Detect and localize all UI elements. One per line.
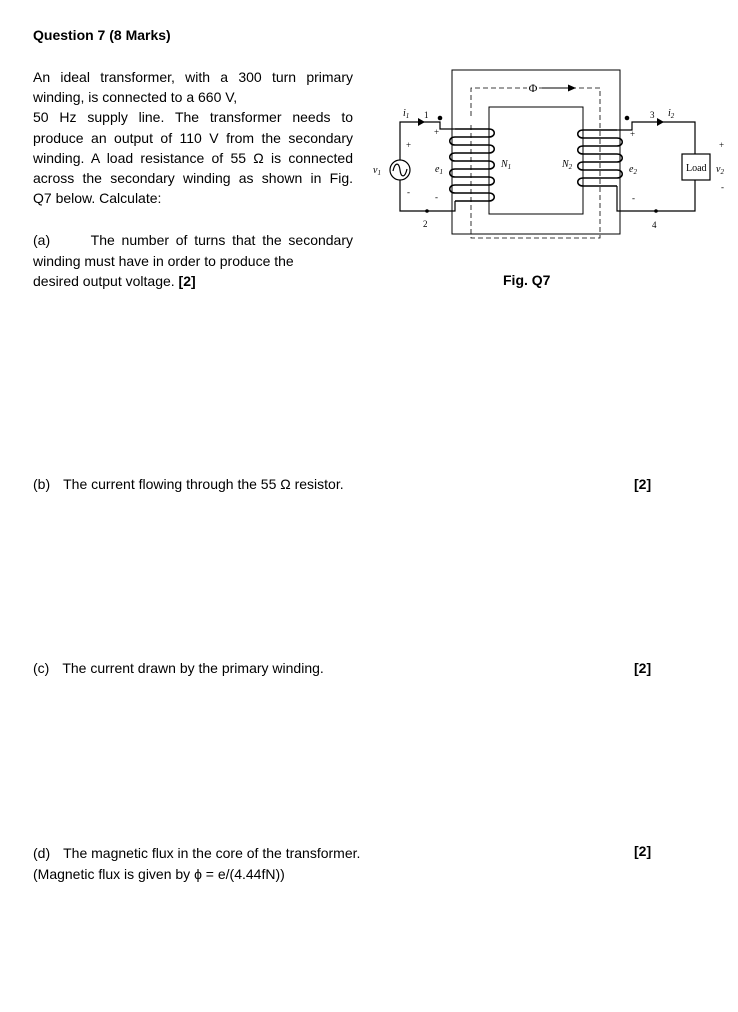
n1-label: $N_1$: [501, 159, 512, 171]
v1-minus-sign: -: [407, 187, 410, 197]
part-d-note: (Magnetic flux is given by ϕ = e/(4.44fN)): [33, 866, 285, 882]
primary-polarity-dot: [438, 116, 443, 121]
part-b: [33, 476, 344, 492]
part-a: [33, 230, 353, 292]
part-a-marks: [2]: [178, 273, 196, 289]
flux-label: Φ: [528, 81, 538, 95]
part-a-label: (a): [33, 232, 51, 248]
intro-line: produce an output of 110 V from the secondary: [33, 129, 353, 146]
terminal-1-label: 1: [424, 110, 429, 120]
v2-minus-sign: -: [721, 182, 724, 192]
secondary-polarity-dot: [625, 116, 630, 121]
v2-plus-sign: +: [719, 140, 725, 150]
terminal-4-dot: [654, 209, 658, 213]
part-b-label: (b): [33, 476, 51, 492]
i2-label: $i_2$: [668, 108, 675, 120]
v1-label: $v_1$: [373, 165, 381, 177]
part-d-label: (d): [33, 845, 51, 861]
part-c-text: The current drawn by the primary winding.: [62, 660, 324, 676]
intro-line: winding. A load resistance of 55 Ω is connected: [33, 149, 353, 166]
part-d-text: The magnetic flux in the core of the transformer.: [63, 845, 361, 861]
flux-arrow-icon: [568, 85, 576, 92]
e1-plus-sign: +: [434, 127, 440, 137]
intro-line: across the secondary winding as shown in Fig.: [33, 170, 353, 187]
terminal-2-dot: [425, 209, 429, 213]
part-b-marks: [2]: [634, 476, 652, 492]
intro-line: Q7 below. Calculate:: [33, 190, 162, 207]
part-a-line: [33, 230, 353, 251]
question-intro: [33, 67, 353, 208]
part-b-text: The current flowing through the 55 Ω resistor.: [63, 476, 344, 492]
e1-label: $e_1$: [435, 164, 443, 176]
part-a-text: The number of turns that the secondary: [90, 232, 354, 248]
part-a-line: [33, 271, 353, 292]
intro-line: winding, is connected to a 660 V,: [33, 89, 238, 106]
load-label: Load: [686, 163, 707, 174]
primary-coil: [450, 129, 495, 201]
transformer-diagram: [360, 60, 730, 245]
intro-line: 50 Hz supply line. The transformer needs to: [33, 109, 353, 126]
terminal-3-label: 3: [650, 110, 655, 120]
i2-arrow-icon: [657, 118, 664, 126]
part-a-text: desired output voltage.: [33, 273, 175, 289]
n2-label: $N_2$: [562, 159, 573, 171]
part-a-line: winding must have in order to produce the: [33, 252, 294, 269]
e2-minus-sign: -: [632, 193, 635, 203]
part-c: [33, 660, 324, 676]
e2-plus-sign: +: [630, 129, 636, 139]
intro-line: An ideal transformer, with a 300 turn primary: [33, 69, 353, 85]
e2-label: $e_2$: [629, 164, 637, 176]
part-d: [33, 843, 360, 885]
part-c-label: (c): [33, 660, 50, 676]
e1-minus-sign: -: [435, 192, 438, 202]
v2-label: $v_2$: [716, 164, 724, 176]
terminal-4-label: 4: [652, 220, 657, 230]
v1-plus-sign: +: [406, 140, 412, 150]
question-title: Question 7 (8 Marks): [33, 27, 171, 43]
part-d-marks: [2]: [634, 843, 652, 859]
terminal-2-label: 2: [423, 219, 428, 229]
secondary-bottom-wire: [617, 180, 695, 211]
figure-caption: Fig. Q7: [503, 272, 551, 288]
part-c-marks: [2]: [634, 660, 652, 676]
i1-label: $i_1$: [403, 108, 410, 120]
secondary-top-wire: [617, 122, 695, 154]
